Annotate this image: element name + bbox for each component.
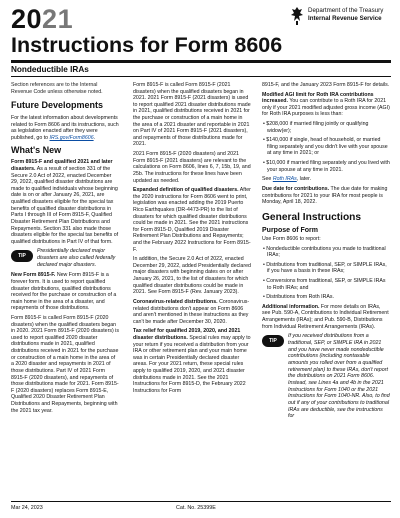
text-due-date: The due date for making contributions for 2021 to your IRA for most people is Monday, April 18, 2022. xyxy=(262,185,388,206)
paragraph-secure-act: In addition, the Secure 2.0 Act of 2022, enacted December 29, 2022, added Presidentially declared major disasters with beginning dates on or after January 26, 2021, to the list of disasters for which qualified disaster distributions could be made in 2021. See Form 8915-F (Rev. January 2023). xyxy=(133,256,251,296)
form-year xyxy=(11,6,73,33)
heading-whats-new: What's New xyxy=(11,144,62,155)
text-8915f: As a result of section 331 of the Secure 2.0 Act of 2022, enacted December 29, 2022, qualified disaster distributions are made to qualified individuals whose beginning date is on or after January 26, 2021, are qualified disasters eligible for the special tax benefits of qualified disaster distributions in Parts I through III of Form 8915-F, Qualified Disaster Retirement Plan Distributions and Repayments. Section 331 also made those disasters eligible for the special tax benefits of qualified distributions in Part IV of that form. xyxy=(11,166,119,245)
paragraph-additional-info xyxy=(262,304,390,330)
agency-block xyxy=(308,7,383,23)
paragraph-8915f-disasters xyxy=(11,159,119,245)
tip-icon: TIP xyxy=(262,335,284,347)
paragraph-2020-disasters: Form 8915-F is called Form 8915-F (2020 disasters) when the qualified disasters began in 2020. 2021 Form 8915-F (2020 disasters) is used to report qualified 2020 disaster distributions made in 2021, qualified distributions received in 2021 for the purchase or construction of a main home in the area of a 2020 disaster and repayments in 2021 of those distributions. Part IV of 2021 Form 8915-F (2020 disasters), and repayments of those distributions made for 2021. Form 8915-F (2020 disasters) replaces Form 8915-E, Qualified 2020 Disaster Retirement Plan Distributions and Repayments, beginning with the 2021 tax year. xyxy=(11,315,119,414)
tip-box xyxy=(11,248,119,268)
lead-additional-info: Additional information. xyxy=(262,303,320,310)
tip-box xyxy=(262,333,390,420)
bullet-text: $208,000 if married filing jointly or qualifying widow(er); xyxy=(266,121,369,134)
document-title: Instructions for Form 8606 xyxy=(11,33,283,57)
lead-due-date: Due date for contributions. xyxy=(262,185,330,192)
future-text: For the latest information about developments related to Form 8606 and its instructions, such as legislation enacted after they were published, go to xyxy=(11,115,119,141)
paragraph-coronavirus xyxy=(133,299,251,325)
list-item: • Distributions from traditional, SEP, or SIMPLE IRAs, if you have a basis in these IRAs; xyxy=(263,261,387,275)
list-item: • $10,000 if married filing separately and you lived with your spouse at any time in 2021. xyxy=(263,160,390,173)
agency-irs: Internal Revenue Service xyxy=(308,14,382,22)
lead-modified-agi: Modified AGI limit for Roth IRA contributions increased. xyxy=(262,91,374,105)
lead-tax-relief: Tax relief for qualified 2019, 2020, and 2021 disaster distributions. xyxy=(133,328,241,341)
footer-date: Mar 24, 2023 xyxy=(11,505,43,511)
paragraph-continued: 8915-F, and the January 2023 Form 8915-F for details. xyxy=(262,82,390,88)
footer-catalog-number: Cat. No. 25399E xyxy=(176,505,216,511)
tip-icon: TIP xyxy=(11,250,33,262)
list-item: • $208,000 if married filing jointly or qualifying widow(er); xyxy=(263,121,369,134)
text-tax-relief: Special rules may apply to your return if you received a distribution from your IRA or other retirement plan and your main home was in certain Presidentially declared disaster areas. For your 2021 return, these special rules apply to qualified 2019, 2020, and 2021 disaster distributions made in 2021. See the 2021 Instructions for Form 8915-D, the February 2022 Instructions for Form xyxy=(133,334,251,394)
bullet-text: Distributions from Roth IRAs. xyxy=(266,294,334,301)
lead-8915f: Form 8915-F and qualified 2021 and later disasters. xyxy=(11,159,113,173)
heading-future-developments: Future Developments xyxy=(11,100,104,111)
treasury-eagle-icon xyxy=(290,6,304,26)
paragraph-2021-disasters: Form 8915-F is called Form 8915-F (2021 disasters) when the qualified disasters began in 2021. 2021 Form 8915-F (2021 disasters) is used to report qualified 2021 disaster distributions made in 2021, qualified distributions received in 2021 for the purchase or construction of a main home in the area of a 2021 disaster and reportable in 2021 on Part IV of 2021 Form 8915-F (2021 disasters), and repayments of those distributions made for 2021. xyxy=(133,82,251,148)
paragraph-new-form xyxy=(11,272,119,312)
column-2 xyxy=(133,82,251,397)
paragraph-expanded-definition xyxy=(133,187,251,253)
bullet-text: Conversions from traditional, SEP, or SIMPLE IRAs to Roth IRAs; and xyxy=(266,278,386,291)
link-irs-form8606[interactable]: IRS.gov/Form8606 xyxy=(49,134,94,141)
list-item: • Nondeductible contributions you made to traditional IRAs; xyxy=(263,245,386,259)
list-item: • Conversions from traditional, SEP, or SIMPLE IRAs to Roth IRAs; and xyxy=(263,278,386,291)
subtitle-rule xyxy=(11,76,391,77)
text-new-form: New Form 8915-F is a forever form. It is used to report qualified disaster distributions, qualified distributions received for the purchase or construction of a main home in the area of a disaster, and repayments of those distributions. xyxy=(11,272,117,312)
section-note: Section references are to the Internal Revenue Code unless otherwise noted. xyxy=(11,82,103,95)
bullet-text: $140,000 if single, head of household, or married filing separately and you didn't live with your spouse at any time in 2021; or xyxy=(266,137,388,157)
paragraph-tax-relief xyxy=(133,328,251,394)
bullet-text: Nondeductible contributions you made to traditional IRAs; xyxy=(266,245,386,259)
paragraph-relevant-lines: 2021 Form 8915-F (2020 disasters) and 2021 Form 8915-F (2021 disasters) are relevant to the calculations on Form 8606, lines 6, 7, 15b, 19, and 25b. The instructions for these lines have been updated as needed. xyxy=(133,151,251,184)
tip-text: Presidentially declared major disasters are also called federally declared major disasters. xyxy=(37,248,116,268)
paragraph-modified-agi xyxy=(262,92,390,118)
bullet-text: Distributions from traditional, SEP, or SIMPLE IRAs, if you have a basis in these IRAs; xyxy=(266,261,387,275)
paragraph-due-date xyxy=(262,186,390,206)
text-expanded: After the 2020 instructions for Form 8606 went to print, legislation was enacted adding the 2019 Puerto Rico Earthquakes (DR-4473-PR) to the list of disasters for which qualified disaster distributions could be made in 2021. See the 2021 instructions for Form 8915-D, Qualified 2019 Disaster Retirement Plan Distributions and Repayments; and the February 2022 Instructions for Form 8915-F. xyxy=(133,187,251,253)
column-3 xyxy=(262,82,390,424)
lead-new-form: New Form 8915-F. xyxy=(11,272,56,279)
text-additional-info: For more details on IRAs, see Pub. 590-A, Contributions to Individual Retirement Arrangements (IRAs); and Pub. 590-B, Distributions from Individual Retirement Arrangements (IRAs). xyxy=(262,303,389,330)
title-rule xyxy=(11,60,391,63)
footer-rule xyxy=(11,501,391,502)
tip-text: If you received distributions from a traditional, SEP, or SIMPLE IRA in 2021 and you have never made nondeductible contributions (including nontaxable amounts you rolled over from a qualified retirement plan) to these IRAs, don't report the distributions on 2021 Form 8606. Instead, see Lines 4a and 4b in the 2021 Instructions for Form 1040 or the 2021 Instructions for Form 1040-NR. Also, to find out if any of your contributions to traditional IRAs are deductible, see the instructions for xyxy=(288,333,390,420)
bullet-text: $10,000 if married filing separately and you lived with your spouse at any time in 2021. xyxy=(266,160,390,173)
heading-purpose-of-form: Purpose of Form xyxy=(262,226,319,234)
paragraph-see-roth xyxy=(262,176,390,183)
document-subtitle: Nondeductible IRAs xyxy=(11,65,89,74)
lead-coronavirus: Coronavirus-related distributions. xyxy=(133,298,218,305)
heading-general-instructions: General Instructions xyxy=(262,211,362,223)
see-prefix: See xyxy=(262,176,272,183)
agency-department: Department of the Treasury xyxy=(308,7,384,14)
text-coronavirus: Coronavirus-related distributions don't appear on Form 8606 and aren't mentioned in these instructions as they can't be made after December 30, 2020. xyxy=(133,298,250,325)
lead-expanded: Expanded definition of qualified disasters. xyxy=(133,187,239,194)
link-roth-iras[interactable]: Roth IRAs xyxy=(272,176,297,183)
list-item: • Distributions from Roth IRAs. xyxy=(263,294,334,301)
see-suffix: , later. xyxy=(296,176,312,183)
paragraph-use-form: Use Form 8606 to report: xyxy=(262,235,321,242)
column-1 xyxy=(11,82,119,417)
paragraph-future: For the latest information about developments related to Form 8606 and its instructions, such as legislation enacted after they were published, go to IRS.gov/Form8606. xyxy=(11,115,119,141)
list-item: • $140,000 if single, head of household, or married filing separately and you didn't live with your spouse at any time in 2021; or xyxy=(263,137,388,157)
text-modified-agi: You can contribute to a Roth IRA for 2021 only if your 2021 modified adjusted gross income (AGI) for Roth IRA purposes is less than: xyxy=(262,98,390,118)
year-digits-bold: 20 xyxy=(11,4,43,34)
year-digits-grey: 21 xyxy=(42,4,74,34)
